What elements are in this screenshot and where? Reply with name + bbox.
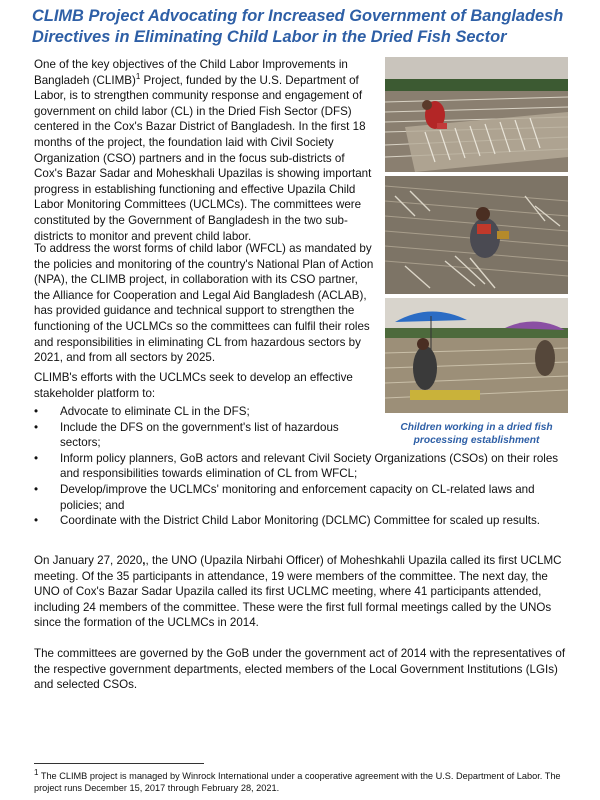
efforts-paragraph: CLIMB's efforts with the UCLMCs seek to develop an effective stakeholder platform to:: [34, 371, 353, 400]
footnote-mark: 1: [34, 767, 39, 777]
bullet-icon: •: [34, 420, 39, 434]
wfcl-paragraph: To address the worst forms of child labor (WFCL) as mandated by the policies and monitoring of the country's National Plan of Action (NPA), the CLIMB project, in collaboration with its CSO partner, the Alliance for Cooperation and Legal Aid Bangladesh (ACLAB), has provided guidance and technical support to strengthen the functioning of the UCLMCs so the committees can fulfil their roles and responsibilities in eliminating CL from hazardous sectors by 2021, and from all sectors by 2025.: [34, 242, 374, 365]
document-title: CLIMB Project Advocating for Increased Government of Bangladesh Directives in Eliminating Child Labor in the Dried Fish Sector: [32, 7, 564, 46]
governance-paragraph: The committees are governed by the GoB under the government act of 2014 with the representatives of the respective government departments, elected members of the Local Government Institutions (LGIs) and selected CSOs.: [34, 647, 566, 692]
bullet-icon: •: [34, 514, 39, 528]
photo-column: [385, 57, 568, 417]
bullet-icon: •: [34, 405, 39, 418]
list-item: • Inform policy planners, GoB actors and relevant Civil Society Organizations (CSOs) on their roles and responsibilities towards elimination of CL from WFCL;: [34, 451, 559, 481]
intro-paragraph: One of the key objectives of the Child Labor Improvements in Bangladeh (CLIMB)$^1$ Project, funded by the U.S. Department of Labor, is to strengthen community response and engagement of government on child labor (CL) in the Dried Fish Sector (DFS) centered in the Cox's Bazar District of Bangladesh. In the first 18 months of the project, the foundation laid with Civil Society Organization (CSO) partners and in the focus sub-districts of Cox's Bazar Sadar and Moheskhali Upazilas is showing important progress in establishing functioning and effective Upazila Child Labor Monitoring Committees (UCLMCs). The committees were constituted by the Government of Bangladesh in the two sub-districts to monitor and prevent child labor.: [34, 58, 372, 243]
fish-drying-photo-3: [385, 298, 568, 413]
photo-caption: Children working in a dried fish processing establishment: [400, 422, 553, 446]
list-item: • Develop/improve the UCLMCs' monitoring and enforcement capacity on CL-related laws and policies; and: [34, 482, 535, 512]
footnote: $^1$ The CLIMB project is managed by Winrock International under a cooperative agreement with the U.S. Department of Labor. The project runs December 15, 2017 through February 28, 2021.: [34, 767, 561, 793]
bullet-icon: •: [34, 482, 39, 496]
list-item: • Coordinate with the District Child Labor Monitoring (DCLMC) Committee for scaled up results.: [34, 514, 541, 528]
fish-drying-photo-2: [385, 176, 568, 294]
fish-drying-photo-1: [385, 57, 568, 172]
list-item: • Include the DFS on the government's list of hazardous sectors;: [34, 420, 339, 450]
list-item: • Advocate to eliminate CL in the DFS;: [34, 405, 250, 418]
footnote-reference[interactable]: 1: [135, 71, 141, 81]
meetings-paragraph: On January 27, 2020,, the UNO (Upazila Nirbahi Officer) of Moheshkahli Upazila called its first UCLMC meeting. Of the 35 participants in attendance, 19 were members of the committee. The next day, the UNO of Cox's Bazar Sadar Upazila called its first UCLMC meeting, where 41 participants attended, including 24 members of the committee. These were the first full formal meetings called by the UNOs since the formation of the UCLMCs in 2014.: [34, 554, 562, 630]
bullet-icon: •: [34, 451, 39, 465]
footnote-divider: [34, 763, 204, 764]
